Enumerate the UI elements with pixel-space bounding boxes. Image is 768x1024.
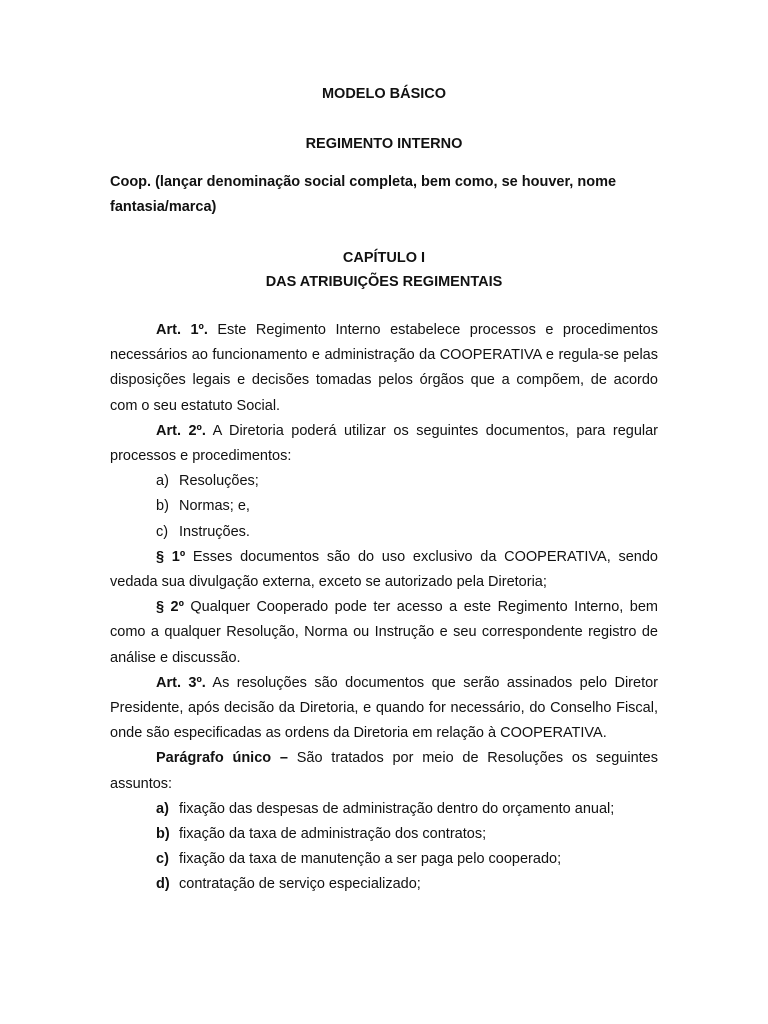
list-item [110, 520, 658, 545]
chapter-title: DAS ATRIBUIÇÕES REGIMENTAIS [265, 274, 503, 290]
list-item-text: fixação da taxa de manutenção a ser paga pelo cooperado; [179, 851, 562, 868]
paragraph-unico [110, 746, 658, 796]
chapter-heading [0, 246, 768, 294]
list-item-label: b) [156, 498, 169, 515]
document-body [110, 318, 658, 898]
list-item [110, 872, 658, 897]
article-3 [110, 671, 658, 747]
list-item-label: b) [156, 826, 170, 843]
paragraph-label: § 2º [156, 599, 184, 616]
list-item [110, 494, 658, 519]
document-subtitle: REGIMENTO INTERNO [305, 136, 463, 152]
article-text: Este Regimento Interno estabelece processos e procedimentos necessários ao funcionamento e administração da COOPERATIVA e regula-se pelas disposições legais e decisões tomadas pelos órgãos que a compõem, de acordo com o seu estatuto Social. [110, 322, 658, 414]
list-item [110, 797, 658, 822]
document-title: MODELO BÁSICO [321, 86, 447, 102]
list-item [110, 822, 658, 847]
paragraph-label: § 1º [156, 548, 186, 565]
list-item-text: contratação de serviço especializado; [179, 876, 421, 893]
paragraph-text: São tratados por meio de Resoluções os seguintes assuntos: [110, 750, 658, 792]
paragraph-2 [110, 595, 658, 671]
list-item [110, 847, 658, 872]
article-label: Art. 3º. [156, 674, 206, 691]
article-1 [110, 318, 658, 419]
list-item [110, 469, 658, 494]
article-text: As resoluções são documentos que serão assinados pelo Diretor Presidente, após decisão da Diretoria, e quando for necessário, do Conselho Fiscal, onde são especificadas as ordens da Diretoria em relação à COOPERATIVA. [110, 674, 658, 742]
list-item-label: c) [156, 523, 169, 540]
article-2 [110, 419, 658, 469]
article-text: A Diretoria poderá utilizar os seguintes documentos, para regular processos e procedimentos: [110, 422, 659, 465]
article-2-list [110, 469, 658, 545]
paragraph-unico-list [110, 797, 658, 898]
list-item-text: Normas; e, [179, 498, 250, 515]
list-item-label: a) [156, 473, 169, 490]
paragraph-label: Parágrafo único – [156, 750, 288, 767]
paragraph-text: Esses documentos são do uso exclusivo da COOPERATIVA, sendo vedada sua divulgação externa, exceto se autorizado pela Diretoria; [110, 548, 658, 591]
list-item-text: fixação das despesas de administração dentro do orçamento anual; [179, 800, 615, 817]
coop-line: Coop. (lançar denominação social completa, bem como, se houver, nome fantasia/marca) [110, 174, 617, 215]
article-label: Art. 1º. [156, 322, 208, 338]
list-item-label: a) [156, 800, 169, 817]
article-label: Art. 2º. [156, 422, 206, 439]
list-item-text: Instruções. [179, 523, 250, 540]
list-item-label: c) [156, 851, 169, 868]
paragraph-text: Qualquer Cooperado pode ter acesso a este Regimento Interno, bem como a qualquer Resolução, Norma ou Instrução e seu correspondente registro de análise e discussão. [110, 599, 658, 666]
paragraph-1 [110, 545, 658, 595]
list-item-label: d) [156, 876, 170, 893]
chapter-number: CAPÍTULO I [342, 250, 426, 266]
list-item-text: Resoluções; [179, 473, 259, 490]
list-item-text: fixação da taxa de administração dos contratos; [179, 826, 487, 843]
